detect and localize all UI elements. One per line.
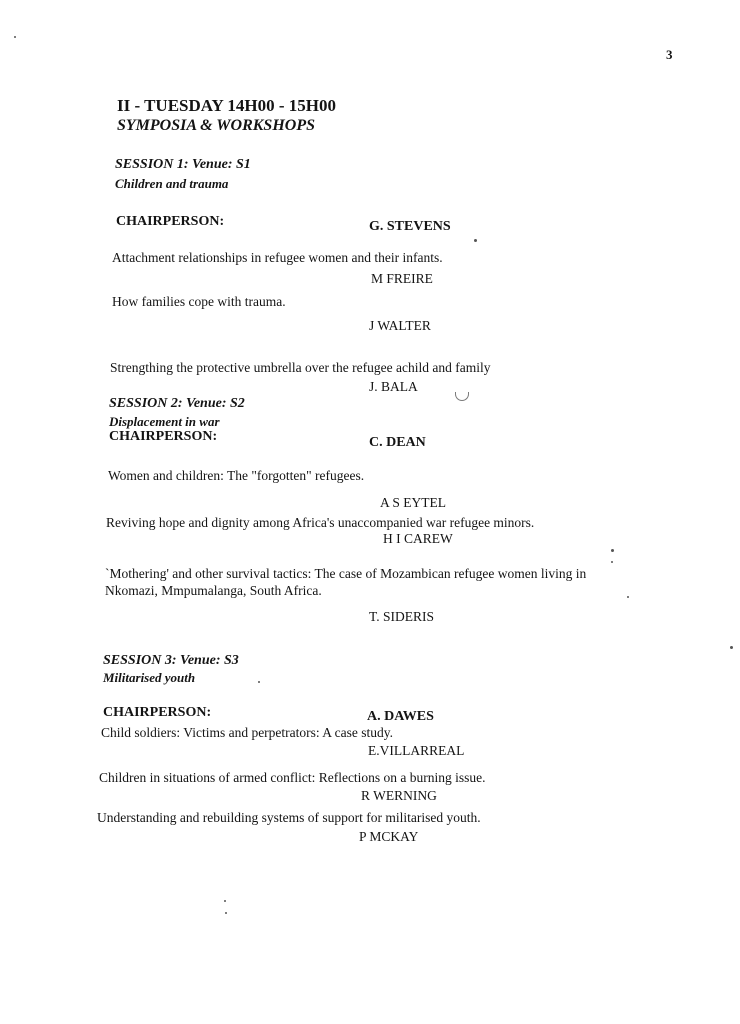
- talk-title: Understanding and rebuilding systems of support for militarised youth.: [97, 810, 481, 825]
- talk-title: Reviving hope and dignity among Africa's unaccompanied war refugee minors.: [106, 515, 535, 530]
- scan-speck: [258, 681, 260, 683]
- scan-speck: [474, 239, 477, 242]
- session-topic: Displacement in war: [109, 414, 220, 429]
- talk-speaker: A S EYTEL: [380, 495, 446, 510]
- chairperson-name: C. DEAN: [369, 435, 426, 450]
- talk-speaker: J. BALA: [369, 379, 418, 394]
- session-label: SESSION 3: Venue: S3: [103, 653, 239, 668]
- talk-speaker: H I CAREW: [383, 531, 453, 546]
- scan-speck: [627, 596, 629, 598]
- scan-mark: [455, 392, 469, 401]
- chairperson-name: G. STEVENS: [369, 219, 451, 234]
- talk-title: Attachment relationships in refugee women and their infants.: [112, 250, 443, 265]
- session-label: SESSION 2: Venue: S2: [109, 396, 245, 411]
- scan-speck: [611, 549, 614, 552]
- scan-speck: [225, 912, 227, 914]
- talk-title: Strengthing the protective umbrella over the refugee achild and family: [110, 360, 491, 375]
- talk-speaker: R WERNING: [361, 788, 437, 803]
- page-number: 3: [666, 47, 673, 62]
- chairperson-name: A. DAWES: [367, 709, 434, 724]
- scan-speck: [224, 900, 226, 902]
- scan-speck: [611, 561, 613, 563]
- session-topic: Militarised youth: [103, 670, 196, 685]
- talk-speaker: P MCKAY: [359, 829, 419, 844]
- talk-speaker: T. SIDERIS: [369, 609, 435, 624]
- scan-speck: [730, 646, 733, 649]
- session-topic: Children and trauma: [115, 176, 229, 191]
- talk-title: Child soldiers: Victims and perpetrators: A case study.: [101, 725, 394, 740]
- talk-speaker: J WALTER: [369, 318, 431, 333]
- talk-title-line-2: Nkomazi, Mmpumalanga, South Africa.: [105, 583, 322, 598]
- chairperson-label: CHAIRPERSON:: [109, 429, 218, 444]
- page-title: II - TUESDAY 14H00 - 15H00: [117, 96, 336, 115]
- talk-speaker: E.VILLARREAL: [368, 743, 465, 758]
- talk-speaker: M FREIRE: [371, 271, 433, 286]
- session-label: SESSION 1: Venue: S1: [115, 157, 251, 172]
- scan-speck: [14, 36, 16, 38]
- talk-title: Women and children: The "forgotten" refugees.: [108, 468, 365, 483]
- page-subtitle: SYMPOSIA & WORKSHOPS: [117, 117, 315, 134]
- talk-title: Children in situations of armed conflict: Reflections on a burning issue.: [99, 770, 486, 785]
- talk-title: `Mothering' and other survival tactics: The case of Mozambican refugee women living in: [105, 566, 587, 581]
- chairperson-label: CHAIRPERSON:: [103, 705, 212, 720]
- chairperson-label: CHAIRPERSON:: [116, 214, 225, 229]
- talk-title: How families cope with trauma.: [112, 294, 286, 309]
